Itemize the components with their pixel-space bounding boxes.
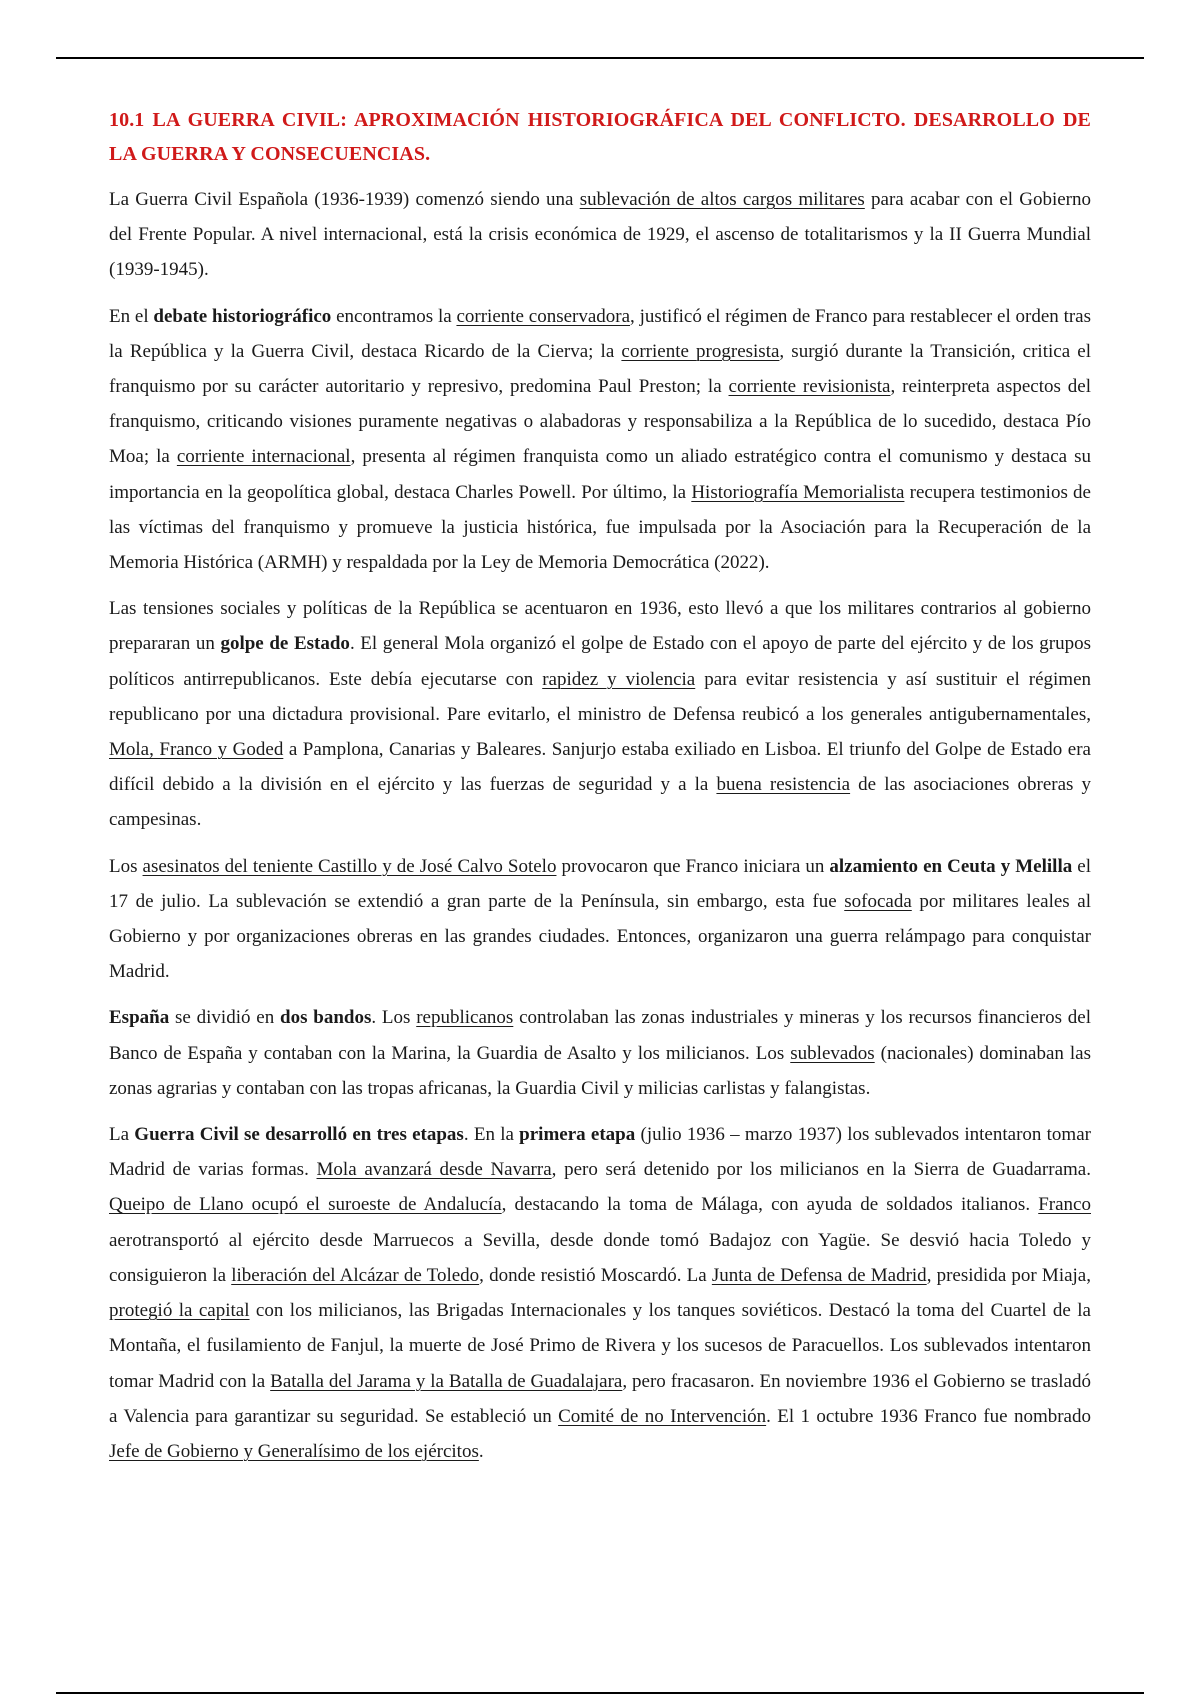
text-run: con los milicianos, las Brigadas Internacionales y los tanques soviéticos. Destacó la toma del Cuartel de la Montaña, el fusilamiento de Fanjul, la muerte de José Primo de Rivera y los sucesos de Paracuellos. Los sublevados intentaron tomar Madrid con la — [109, 1300, 1091, 1392]
bold-term: golpe de Estado — [220, 633, 350, 655]
underlined-term: corriente conservadora — [456, 305, 631, 327]
bold-term: alzamiento en Ceuta y Melilla — [829, 855, 1073, 877]
paragraph-uprising — [109, 849, 1091, 990]
text-run: controlaban las zonas industriales y mineras y los recursos financieros del Banco de España y contaban con la Marina, la Guardia de Asalto y los milicianos. Los — [109, 1007, 1092, 1064]
underlined-term: sofocada — [844, 890, 912, 912]
text-run: . — [478, 1440, 484, 1462]
underlined-term: corriente revisionista — [728, 376, 891, 398]
underlined-term: Mola, Franco y Goded — [109, 739, 284, 761]
text-run: (nacionales) dominaban las zonas agrarias y contaban con las tropas africanas, la Guardia Civil y milicias carlistas y falangistas. — [109, 1042, 1091, 1099]
text-run: , pero será detenido por los milicianos en la Sierra de Guadarrama. — [551, 1159, 1091, 1181]
underlined-term: protegió la capital — [109, 1300, 250, 1322]
text-run: (julio 1936 – marzo 1937) los sublevados intentaron tomar Madrid de varias formas. — [109, 1124, 1091, 1181]
text-run: , destacando la toma de Málaga, con ayuda de soldados italianos. — [501, 1194, 1039, 1216]
underlined-term: sublevados — [790, 1042, 875, 1064]
bottom-rule — [56, 1692, 1144, 1694]
paragraph-coup-preparation — [109, 591, 1091, 837]
text-run: , presidida por Miaja, — [926, 1264, 1091, 1286]
text-run: La — [109, 1124, 135, 1146]
underlined-term: asesinatos del teniente Castillo y de José Calvo Sotelo — [142, 855, 557, 877]
text-run: para acabar con el Gobierno del Frente Popular. A nivel internacional, está la crisis económica de 1929, el ascenso de totalitarismos y la II Guerra Mundial (1939-1945). — [109, 189, 1091, 281]
text-run: encontramos la — [331, 305, 457, 327]
text-run: aerotransportó al ejército desde Marruecos a Sevilla, desde donde tomó Badajoz con Yagüe. Se desvió hacia Toledo y consiguieron la — [109, 1229, 1091, 1286]
underlined-term: Batalla del Jarama y la Batalla de Guadalajara — [270, 1370, 623, 1392]
text-run: para evitar resistencia y así sustituir el régimen republicano por una dictadura provisional. Pare evitarlo, el ministro de Defensa reubicó a los generales antigubernamentales, — [109, 668, 1092, 725]
text-run: , pero fracasaron. En noviembre 1936 el Gobierno se trasladó a Valencia para garantizar su seguridad. Se estableció un — [109, 1370, 1091, 1427]
text-run: . En la — [463, 1124, 520, 1146]
text-run: de las asociaciones obreras y campesinas. — [109, 774, 1092, 831]
paragraph-intro — [109, 182, 1091, 288]
paragraph-first-stage — [109, 1117, 1091, 1469]
text-run: se dividió en — [169, 1007, 281, 1029]
text-run: La Guerra Civil Española (1936-1939) comenzó siendo una — [109, 189, 580, 210]
bold-term: España — [109, 1007, 170, 1029]
text-run: . El general Mola organizó el golpe de Estado con el apoyo de parte del ejército y de los grupos políticos antirrepublicanos. Este debía ejecutarse con — [109, 633, 1091, 690]
paragraph-historiographical-debate — [109, 299, 1091, 581]
underlined-term: Franco — [1038, 1194, 1091, 1216]
bold-term: dos bandos — [280, 1007, 372, 1029]
text-run: provocaron que Franco iniciara un — [556, 855, 830, 877]
text-run: el 17 de julio. La sublevación se extendió a gran parte de la Península, sin embargo, esta fue — [109, 855, 1091, 912]
underlined-term: corriente internacional — [176, 446, 351, 468]
bold-term: primera etapa — [519, 1124, 636, 1146]
text-run: , presenta al régimen franquista como un aliado estratégico contra el comunismo y destaca su importancia en la geopolítica global, destaca Charles Powell. Por último, la — [109, 446, 1091, 503]
top-rule — [56, 57, 1144, 59]
text-run: Los — [109, 855, 143, 877]
underlined-term: Historiografía Memorialista — [691, 481, 905, 503]
underlined-term: Jefe de Gobierno y Generalísimo de los ejércitos — [109, 1440, 479, 1462]
underlined-term: sublevación de altos cargos militares — [579, 189, 865, 210]
section-title: 10.1 LA GUERRA CIVIL: APROXIMACIÓN HISTORIOGRÁFICA DEL CONFLICTO. DESARROLLO DE LA GUERRA Y CONSECUENCIAS. — [109, 109, 1091, 165]
text-run: En el — [109, 305, 154, 327]
text-run: . Los — [371, 1007, 417, 1029]
text-run: , surgió durante la Transición, critica el franquismo por su carácter autoritario y represivo, predomina Paul Preston; la — [109, 340, 1091, 398]
text-run: . El 1 octubre 1936 Franco fue nombrado — [766, 1405, 1091, 1427]
text-run: , justificó el régimen de Franco para restablecer el orden tras la República y la Guerra Civil, destaca Ricardo de la Cierva; la — [109, 305, 1092, 362]
text-run: , reinterpreta aspectos del franquismo, criticando visiones puramente negativas o alabadoras y responsabiliza a la República de lo sucedido, destaca Pío Moa; la — [109, 376, 1091, 468]
underlined-term: republicanos — [416, 1007, 514, 1029]
text-run: a Pamplona, Canarias y Baleares. Sanjurjo estaba exiliado en Lisboa. El triunfo del Golpe de Estado era difícil debido a la división en el ejército y las fuerzas de seguridad y a la — [109, 739, 1091, 796]
underlined-term: Junta de Defensa de Madrid — [711, 1264, 927, 1286]
paragraph-two-sides — [109, 1000, 1091, 1106]
text-run: , donde resistió Moscardó. La — [479, 1264, 712, 1286]
underlined-term: rapidez y violencia — [542, 668, 696, 690]
underlined-term: corriente progresista — [621, 340, 780, 362]
underlined-term: liberación del Alcázar de Toledo — [231, 1264, 480, 1286]
underlined-term: Queipo de Llano ocupó el suroeste de Andalucía — [109, 1194, 502, 1216]
underlined-term: Comité de no Intervención — [558, 1405, 767, 1427]
underlined-term: Mola avanzará desde Navarra — [316, 1159, 552, 1181]
text-run: Las tensiones sociales y políticas de la República se acentuaron en 1936, esto llevó a que los militares contrarios al gobierno prepararan un — [109, 598, 1091, 655]
text-run: recupera testimonios de las víctimas del franquismo y promueve la justicia histórica, fue impulsada por la Asociación para la Recuperación de la Memoria Histórica (ARMH) y respaldada por la Ley de Memoria Democrática (2022). — [109, 481, 1091, 574]
bold-term: debate historiográfico — [153, 305, 332, 327]
text-run: por militares leales al Gobierno y por organizaciones obreras en las grandes ciudades. Entonces, organizaron una guerra relámpago para conquistar Madrid. — [109, 890, 1091, 983]
underlined-term: buena resistencia — [716, 774, 851, 796]
bold-term: Guerra Civil se desarrolló en tres etapas — [134, 1124, 464, 1146]
document-body — [109, 103, 1091, 1480]
